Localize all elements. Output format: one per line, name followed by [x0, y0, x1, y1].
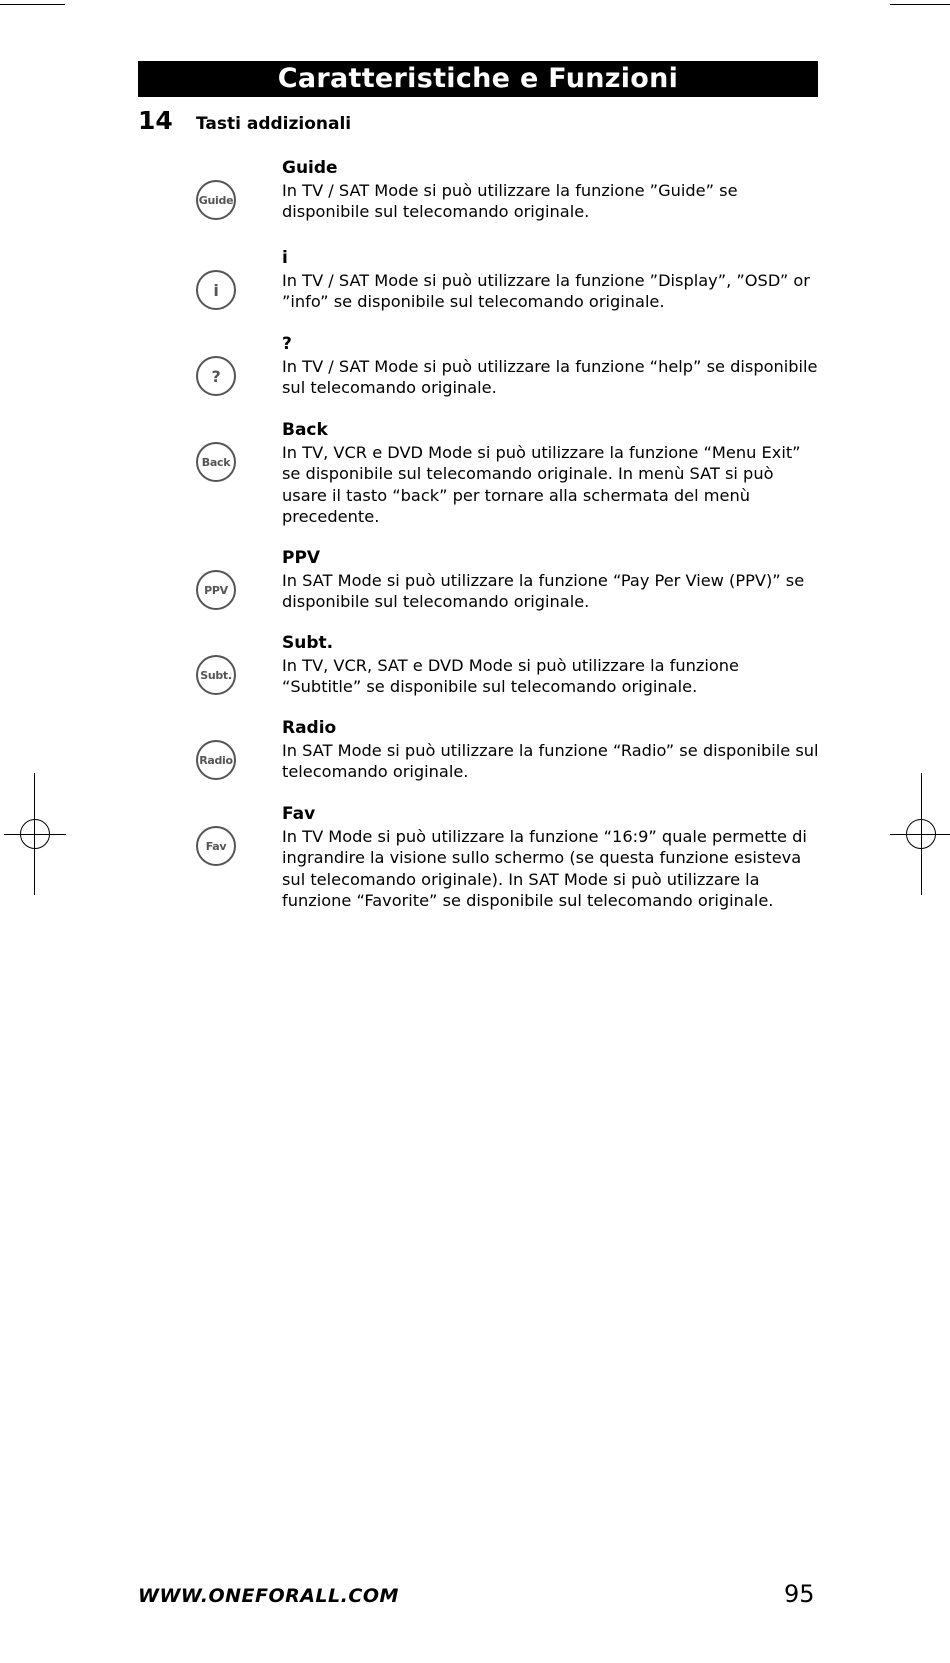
footer-page-number: 95: [784, 1580, 815, 1608]
info-key-icon: i: [196, 270, 236, 310]
ppv-key-icon: PPV: [196, 570, 236, 610]
section-number: 14: [138, 106, 173, 135]
footer-website-link[interactable]: WWW.ONEFORALL.COM: [138, 1585, 399, 1607]
subtitle-key-icon: Subt.: [196, 655, 236, 695]
entry-title: Guide: [282, 158, 338, 178]
page-header: Caratteristiche e Funzioni: [138, 61, 818, 97]
radio-key-icon: Radio: [196, 740, 236, 780]
help-key-icon: ?: [196, 356, 236, 396]
entry-body: In TV Mode si può utilizzare la funzione “16:9” quale permette di ingrandire la visione sullo schermo (se questa funzione esisteva sul telecomando originale). In SAT Mode si può utilizzare la funzione “Favorite” se disponibile sul telecomando originale.: [282, 826, 807, 910]
entry-body: In TV, VCR, SAT e DVD Mode si può utilizzare la funzione “Subtitle” se disponibile sul telecomando originale.: [282, 655, 739, 696]
section-title: Tasti addizionali: [196, 114, 352, 134]
registration-mark: [906, 819, 936, 849]
favorite-key-icon: Fav: [196, 826, 236, 866]
entry-title: Subt.: [282, 633, 334, 653]
entry-title: ?: [282, 334, 292, 354]
entry-title: i: [282, 248, 288, 268]
crop-mark: [890, 4, 950, 5]
crop-mark: [0, 4, 65, 5]
guide-key-icon: Guide: [196, 180, 236, 220]
back-key-icon: Back: [196, 442, 236, 482]
entry-body: In TV / SAT Mode si può utilizzare la funzione “help” se disponibile sul telecomando originale.: [282, 356, 818, 397]
entry-body: In TV, VCR e DVD Mode si può utilizzare la funzione “Menu Exit” se disponibile sul telecomando originale. In menù SAT si può usare il tasto “back” per tornare alla schermata del menù precedente.: [282, 442, 801, 526]
registration-mark: [20, 819, 50, 849]
entry-title: Radio: [282, 718, 337, 738]
entry-title: Back: [282, 420, 328, 440]
entry-body: In TV / SAT Mode si può utilizzare la funzione ”Display”, ”OSD” or ”info” se disponibile sul telecomando originale.: [282, 270, 810, 311]
entry-title: Fav: [282, 804, 316, 824]
entry-title: PPV: [282, 548, 321, 568]
entry-body: In SAT Mode si può utilizzare la funzione “Radio” se disponibile sul telecomando originale.: [282, 740, 819, 781]
entry-body: In SAT Mode si può utilizzare la funzione “Pay Per View (PPV)” se disponibile sul telecomando originale.: [282, 570, 805, 611]
entry-body: In TV / SAT Mode si può utilizzare la funzione ”Guide” se disponibile sul telecomando originale.: [282, 180, 738, 221]
